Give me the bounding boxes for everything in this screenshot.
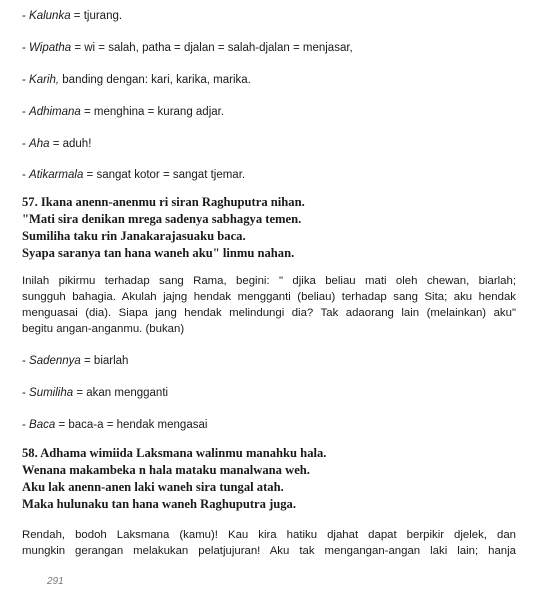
gloss-entry: - Kalunka = tjurang. [22,10,123,22]
gloss-meaning: banding dengan: kari, karika, marika. [59,74,251,86]
gloss-meaning: = akan mengganti [73,387,169,399]
prose-line: mungkin gerangan melakukan pelatjujuran! Aku tak mengangan-angan laki lain; hanja [22,545,516,557]
verse-line: Syapa saranya tan hana waneh aku" linmu nahan. [22,246,295,260]
gloss-entry: - Aha = aduh! [22,138,92,150]
prose-line: sungguh bahagia. Akulah jajng hendak mengganti (beliau) terhadap sang Sita; aku hendak [22,291,516,303]
gloss-meaning: = menghina = kurang adjar. [80,106,225,118]
prose-57 [22,273,516,337]
verse-line: Maka hulunaku tan hana waneh Raghuputra juga. [22,497,297,511]
gloss-entry: - Adhimana = menghina = kurang adjar. [22,106,225,118]
gloss-term: Sumiliha [29,387,74,399]
gloss-entry: - Wipatha = wi = salah, patha = djalan = salah-djalan = menjasar, [22,42,353,54]
verse-57 [22,194,522,262]
gloss-term: Aha [29,138,50,150]
prose-line: menguasai (dia). Siapa jang hendak melindungi dia? Tak adaorang lain (melainkan) aku" [22,307,516,319]
gloss-term: Atikarmala [29,169,84,181]
gloss-entry: - Karih, banding dengan: kari, karika, marika. [22,74,251,86]
gloss-term: Wipatha [29,42,72,54]
verse-line: Aku lak anenn-anen laki waneh sira tungal atah. [22,480,284,494]
gloss-meaning: = baca-a = hendak mengasai [55,419,208,431]
verse-line: "Mati sira denikan mrega sadenya sabhagya temen. [22,212,302,226]
gloss-meaning: = biarlah [80,355,129,367]
verse-line: Wenana makambeka n hala mataku manalwana weh. [22,463,310,477]
prose-58 [22,527,516,559]
gloss-meaning: = wi = salah, patha = djalan = salah-djalan = menjasar, [71,42,353,54]
gloss-term: Kalunka [29,10,71,22]
gloss-term: Baca [29,419,56,431]
gloss-term: Karih, [29,74,60,86]
gloss-meaning: = sangat kotor = sangat tjemar. [83,169,246,181]
prose-line: Inilah pikirmu terhadap sang Rama, begini: " djika beliau mati oleh chewan, biarlah; [22,275,516,287]
gloss-entry: - Baca = baca-a = hendak mengasai [22,419,208,431]
page-number: 291 [47,576,64,587]
gloss-meaning: = tjurang. [70,10,123,22]
gloss-entry: - Sumiliha = akan mengganti [22,387,169,399]
verse-line: 57. Ikana anenn-anenmu ri siran Raghuputra nihan. [22,195,305,209]
verse-line: 58. Adhama wimiida Laksmana walinmu manahku hala. [22,446,327,460]
prose-line: Rendah, bodoh Laksmana (kamu)! Kau kira hatiku djahat dapat berpikir djelek, dan [22,529,516,541]
gloss-entry: - Sadennya = biarlah [22,355,129,367]
verse-line: Sumiliha taku rin Janakarajasuaku baca. [22,229,246,243]
gloss-term: Adhimana [29,106,81,118]
prose-line: begitu angan-anganmu. (bukan) [22,323,185,335]
gloss-meaning: = aduh! [49,138,92,150]
gloss-entry: - Atikarmala = sangat kotor = sangat tjemar. [22,169,246,181]
gloss-term: Sadennya [29,355,81,367]
verse-58 [22,445,522,513]
